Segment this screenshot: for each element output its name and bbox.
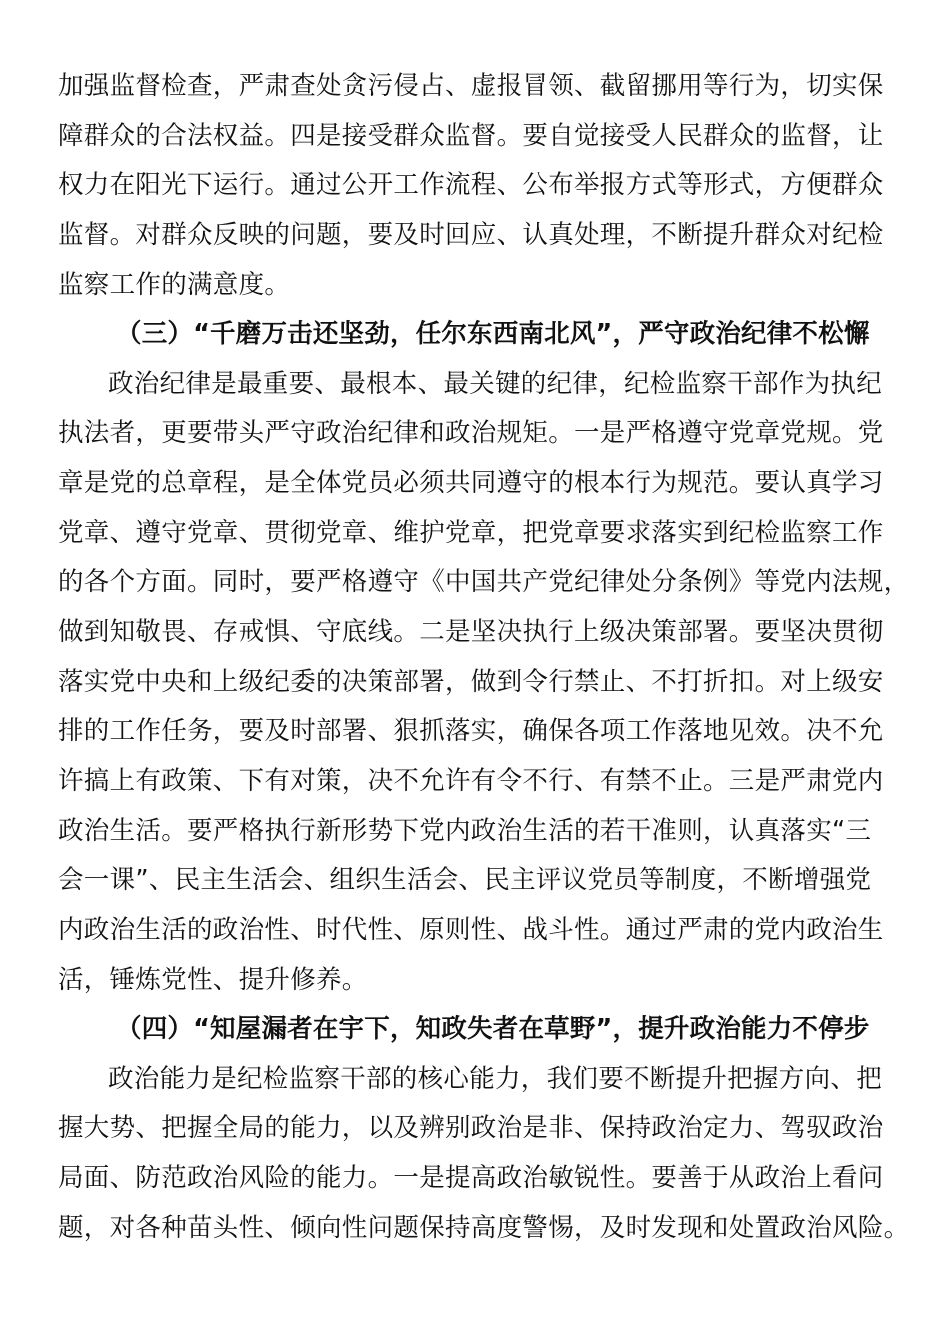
text-line: 的各个方面。同时，要严格遵守《中国共产党纪律处分条例》等党内法规， <box>58 567 910 598</box>
text-line: 内政治生活的政治性、时代性、原则性、战斗性。通过严肃的党内政治生 <box>58 914 884 945</box>
text-line: 落实党中央和上级纪委的决策部署，做到令行禁止、不打折扣。对上级安 <box>58 666 884 697</box>
text-line: 许搞上有政策、下有对策，决不允许有令不行、有禁不止。三是严肃党内 <box>58 765 884 796</box>
text-line: 活，锤炼党性、提升修养。 <box>58 964 368 995</box>
text-line: 监督。对群众反映的问题，要及时回应、认真处理，不断提升群众对纪检 <box>58 219 884 250</box>
text-line: 加强监督检查，严肃查处贪污侵占、虚报冒领、截留挪用等行为，切实保 <box>58 71 884 101</box>
text-line: 权力在阳光下运行。通过公开工作流程、公布举报方式等形式，方便群众 <box>58 170 884 201</box>
text-line: 局面、防范政治风险的能力。一是提高政治敏锐性。要善于从政治上看问 <box>58 1163 884 1194</box>
text-line: 章是党的总章程，是全体党员必须共同遵守的根本行为规范。要认真学习 <box>58 468 884 499</box>
text-line: 监察工作的满意度。 <box>58 269 291 300</box>
section-heading-4: （四）“知屋漏者在宇下，知政失者在草野”，提升政治能力不停步 <box>116 1014 870 1045</box>
text-line: 排的工作任务，要及时部署、狠抓落实，确保各项工作落地见效。决不允 <box>58 716 884 747</box>
paragraph-1 <box>58 62 894 310</box>
section-heading-3: （三）“千磨万击还坚劲，任尔东西南北风”，严守政治纪律不松懈 <box>116 319 870 350</box>
text-line: 会一课”、民主生活会、组织生活会、民主评议党员等制度，不断增强党 <box>58 865 872 896</box>
text-line: 握大势、把握全局的能力，以及辨别政治是非、保持政治定力、驾驭政治 <box>58 1113 884 1144</box>
text-line: 党章、遵守党章、贯彻党章、维护党章，把党章要求落实到纪检监察工作 <box>58 517 884 548</box>
text-line: 执法者，更要带头严守政治纪律和政治规矩。一是严格遵守党章党规。党 <box>58 418 884 449</box>
paragraph-3 <box>58 1055 910 1254</box>
text-line: 政治能力是纪检监察干部的核心能力，我们要不断提升把握方向、把 <box>108 1063 883 1094</box>
document-page <box>58 62 910 1253</box>
paragraph-2 <box>58 360 910 1005</box>
text-line: 政治生活。要严格执行新形势下党内政治生活的若干准则，认真落实“三 <box>58 815 872 846</box>
text-line: 政治纪律是最重要、最根本、最关键的纪律，纪检监察干部作为执纪 <box>108 368 883 399</box>
text-line: 做到知敬畏、存戒惧、守底线。二是坚决执行上级决策部署。要坚决贯彻 <box>58 617 884 648</box>
text-line: 题，对各种苗头性、倾向性问题保持高度警惕，及时发现和处置政治风险。 <box>58 1212 910 1243</box>
text-line: 障群众的合法权益。四是接受群众监督。要自觉接受人民群众的监督，让 <box>58 120 884 151</box>
